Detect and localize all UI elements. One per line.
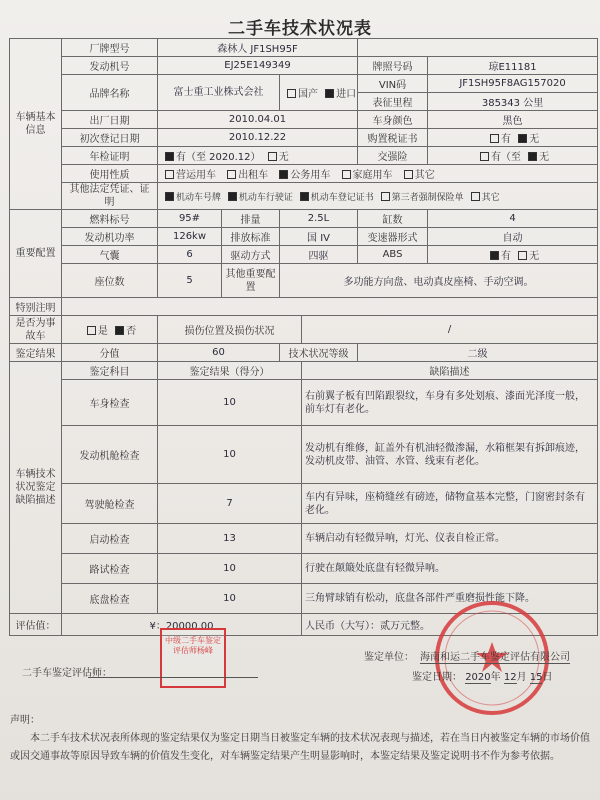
checkbox-import[interactable] (325, 89, 334, 98)
label-color: 车身颜色 (358, 111, 428, 129)
label-grade: 技术状况等级 (280, 344, 358, 362)
defect-desc-2: 车内有异味，座椅缝丝有磅迹，储物盒基本完整，门窗密封条有老化。 (302, 484, 598, 524)
usage-checkboxes (158, 165, 598, 183)
value-odometer: 385343 公里 (428, 93, 598, 111)
label-day: 日 (542, 672, 553, 683)
date-row (412, 668, 552, 684)
checkbox-docs-3[interactable] (381, 192, 390, 201)
value-seats: 5 (158, 264, 222, 298)
value-date-day: 15 (529, 672, 543, 683)
value-airbags: 6 (158, 246, 222, 264)
label-accident-yes: 是 (97, 326, 108, 337)
checkbox-abs-yes[interactable] (490, 251, 499, 260)
label-damage: 损伤位置及损伤状况 (158, 316, 302, 344)
checkbox-usage-4[interactable] (404, 170, 413, 179)
checkbox-accident-no[interactable] (115, 326, 124, 335)
defect-desc-5: 三角臂球销有松动，底盘各部件严重磨损性能下降。 (302, 584, 598, 614)
header-item: 鉴定科目 (62, 362, 158, 380)
label-abs-no: 无 (529, 251, 540, 262)
defect-item-5: 底盘检查 (62, 584, 158, 614)
label-insurance-no: 无 (539, 152, 550, 163)
appraiser-stamp (160, 628, 226, 688)
accident-checkboxes (62, 316, 158, 344)
label-accident: 是否为事故车 (10, 316, 62, 344)
value-vin: JF1SH95F8AG157020 (428, 75, 598, 93)
label-appraiser: 二手车鉴定评估师： (22, 668, 112, 679)
label-import: 进口 (336, 89, 357, 100)
value-cylinders: 4 (428, 210, 598, 228)
value-emission: 国 IV (280, 228, 358, 246)
defect-item-1: 发动机舱检查 (62, 426, 158, 484)
label-insurance-yes: 有（至 (490, 152, 521, 163)
value-unit: 海南和运二手车鉴定评估有限公司 (420, 648, 570, 664)
value-color: 黑色 (428, 111, 598, 129)
section-defects: 车辆技术状况鉴定缺陷描述 (10, 362, 62, 614)
defect-desc-4: 行驶在颠簸处底盘有轻微异响。 (302, 554, 598, 584)
value-plate-empty (358, 39, 598, 57)
label-power: 发动机功率 (62, 228, 158, 246)
checkbox-usage-2[interactable] (279, 170, 288, 179)
label-abs: ABS (358, 246, 428, 264)
defect-item-0: 车身检查 (62, 380, 158, 426)
value-grade: 二级 (358, 344, 598, 362)
label-mfg-date: 出厂日期 (62, 111, 158, 129)
checkbox-inspection-no[interactable] (268, 152, 277, 161)
label-caps: 人民币（大写）： (305, 621, 380, 632)
value-date-month: 12 (503, 672, 517, 683)
label-tax-yes: 有 (500, 134, 511, 145)
checkbox-docs-0[interactable] (165, 192, 174, 201)
defect-score-0: 10 (158, 380, 302, 426)
label-inspection-yes: 有（至 2020.12） (176, 152, 261, 163)
usage-opt-0: 营运用车 (176, 170, 216, 181)
label-airbags: 气囊 (62, 246, 158, 264)
checkbox-insurance-no[interactable] (528, 152, 537, 161)
checkbox-inspection-yes[interactable] (165, 152, 174, 161)
declaration-label: 声明： (10, 715, 40, 726)
label-usage: 使用性质 (62, 165, 158, 183)
label-brand-name: 品牌名称 (62, 75, 158, 111)
checkbox-usage-1[interactable] (227, 170, 236, 179)
label-docs: 其他法定凭证、证明 (62, 183, 158, 210)
value-gearbox: 自动 (428, 228, 598, 246)
defect-score-2: 7 (158, 484, 302, 524)
value-special (62, 298, 598, 316)
usage-opt-3: 家庭用车 (352, 170, 393, 181)
checkbox-accident-yes[interactable] (87, 326, 96, 335)
value-date-year: 2020 (465, 672, 491, 683)
value-caps: 贰万元整。 (380, 621, 430, 632)
label-tax-cert: 购置税证书 (358, 129, 428, 147)
value-damage: / (302, 316, 598, 344)
checkbox-domestic[interactable] (287, 89, 296, 98)
defect-item-4: 路试检查 (62, 554, 158, 584)
usage-opt-4: 其它 (414, 170, 435, 181)
defect-score-3: 13 (158, 524, 302, 554)
label-accident-no: 否 (126, 326, 137, 337)
value-engine-no: EJ25E149349 (158, 57, 358, 75)
checkbox-insurance-yes[interactable] (480, 152, 489, 161)
value-score: 60 (158, 344, 280, 362)
checkbox-docs-1[interactable] (228, 192, 237, 201)
value-plate: 琼E11181 (428, 57, 598, 75)
label-other-config: 其他重要配置 (222, 264, 280, 298)
label-date: 鉴定日期： (412, 672, 462, 683)
header-result: 鉴定结果（得分） (158, 362, 302, 380)
label-engine-no: 发动机号 (62, 57, 158, 75)
label-insurance: 交强险 (358, 147, 428, 165)
label-gearbox: 变速器形式 (358, 228, 428, 246)
label-special: 特别注明 (10, 298, 62, 316)
value-power: 126kw (158, 228, 222, 246)
label-valuation: 评估值： (10, 614, 62, 636)
origin-checkboxes (280, 75, 358, 111)
label-tax-no: 无 (529, 134, 540, 145)
defect-desc-0: 右前翼子板有凹陷跟裂纹，车身有多处划痕、漆面光泽度一般，前车灯有老化。 (302, 380, 598, 426)
defect-item-3: 启动检查 (62, 524, 158, 554)
header-desc: 缺陷描述 (302, 362, 598, 380)
label-emission: 排放标准 (222, 228, 280, 246)
label-abs-yes: 有 (500, 251, 511, 262)
label-plate: 牌照号码 (358, 57, 428, 75)
checkbox-docs-2[interactable] (300, 192, 309, 201)
docs-checkboxes (158, 183, 598, 210)
insurance-checkboxes (428, 147, 598, 165)
value-brand-name: 富士重工业株式会社 (158, 75, 280, 111)
value-drive: 四驱 (280, 246, 358, 264)
defect-desc-1: 发动机有维修，缸盖外有机油轻微渗漏，水箱框架有拆卸痕迹，发动机皮带、油管、水管、线束有老化。 (302, 426, 598, 484)
label-domestic: 国产 (298, 89, 318, 100)
defect-desc-3: 车辆启动有轻微异响，灯光、仪表自检正常。 (302, 524, 598, 554)
docs-opt-0: 机动车号牌 (176, 192, 222, 203)
defect-score-5: 10 (158, 584, 302, 614)
value-brand-model: 森林人 JF1SH95F (158, 39, 358, 57)
defect-item-2: 驾驶舱检查 (62, 484, 158, 524)
docs-opt-3: 第三者强制保险单 (391, 192, 464, 203)
declaration-text: 本二手车技术状况表所体现的鉴定结果仅为鉴定日期当日被鉴定车辆的技术状况表现与描述，若在当日内被鉴定车辆的市场价值或因交通事故等原因导致车辆的价值发生变化，对车辆鉴定结果产生明显影响时，本鉴定结果及鉴定说明书不作为参考依据。 (10, 733, 590, 762)
checkbox-usage-3[interactable] (342, 170, 351, 179)
checkbox-usage-0[interactable] (165, 170, 174, 179)
declaration (10, 712, 590, 766)
value-valuation: ¥：20000.00 (62, 614, 302, 636)
usage-opt-2: 公务用车 (290, 170, 331, 181)
label-month: 月 (516, 672, 527, 683)
technical-status-table (9, 38, 598, 636)
label-reg-date: 初次登记日期 (62, 129, 158, 147)
docs-opt-4: 其它 (481, 192, 500, 203)
checkbox-tax-no[interactable] (518, 134, 527, 143)
checkbox-docs-4[interactable] (471, 192, 480, 201)
checkbox-abs-no[interactable] (518, 251, 527, 260)
value-mfg-date: 2010.04.01 (158, 111, 358, 129)
value-other-config: 多功能方向盘、电动真皮座椅、手动空调。 (280, 264, 598, 298)
tax-cert-checkboxes (428, 129, 598, 147)
docs-opt-1: 机动车行驶证 (238, 192, 293, 203)
section-basic: 车辆基本信息 (10, 39, 62, 210)
defect-score-4: 10 (158, 554, 302, 584)
label-cylinders: 缸数 (358, 210, 428, 228)
label-odometer: 表征里程 (358, 93, 428, 111)
label-inspection-no: 无 (278, 152, 289, 163)
appraiser-stamp-text: 中级二手车鉴定评估师杨峰 (165, 636, 221, 655)
label-score: 分值 (62, 344, 158, 362)
label-result: 鉴定结果 (10, 344, 62, 362)
label-seats: 座位数 (62, 264, 158, 298)
appraiser-signature-line (88, 676, 258, 678)
document-title: 二手车技术状况表 (228, 19, 372, 39)
label-vin: VIN码 (358, 75, 428, 93)
inspection-checkboxes (158, 147, 358, 165)
section-config: 重要配置 (10, 210, 62, 298)
label-brand-model: 厂牌型号 (62, 39, 158, 57)
value-displacement: 2.5L (280, 210, 358, 228)
checkbox-tax-yes[interactable] (490, 134, 499, 143)
label-drive: 驱动方式 (222, 246, 280, 264)
defect-score-1: 10 (158, 426, 302, 484)
value-reg-date: 2010.12.22 (158, 129, 358, 147)
docs-opt-2: 机动车登记证书 (310, 192, 374, 203)
label-inspection: 年检证明 (62, 147, 158, 165)
value-fuel: 95# (158, 210, 222, 228)
label-unit: 鉴定单位： (364, 652, 414, 663)
abs-checkboxes (428, 246, 598, 264)
usage-opt-1: 出租车 (238, 170, 269, 181)
label-year: 年 (490, 672, 501, 683)
label-displacement: 排量 (222, 210, 280, 228)
label-fuel: 燃料标号 (62, 210, 158, 228)
